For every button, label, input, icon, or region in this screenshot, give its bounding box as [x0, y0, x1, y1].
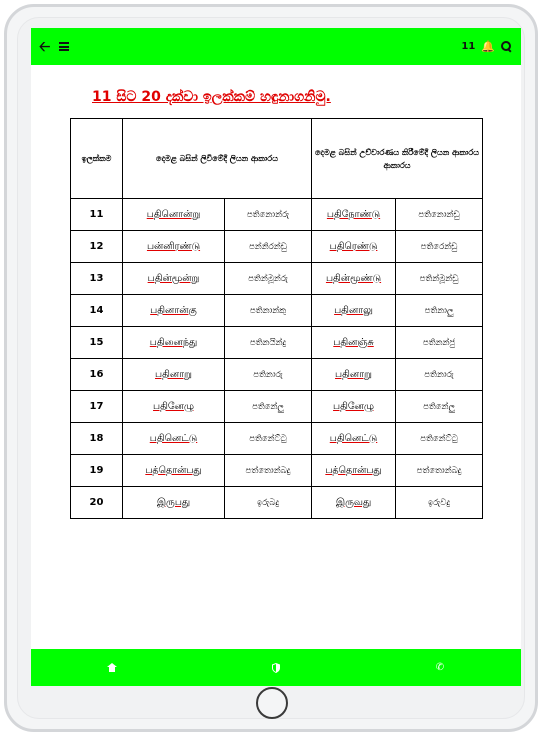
notification-count: 11 — [461, 41, 476, 52]
cell-number-text: 19 — [89, 465, 104, 476]
cell-sinhala-spoken-text: පතිනාලු — [424, 305, 454, 316]
cell-sinhala-written — [225, 199, 312, 231]
cell-sinhala-written — [225, 327, 312, 359]
cell-tamil-spoken-text: பதினெட்டு — [329, 432, 378, 444]
cell-sinhala-written-text: පතිනයින්දු — [249, 337, 287, 348]
arrow-left-icon[interactable]: 🡠 — [39, 38, 51, 55]
cell-sinhala-spoken — [396, 359, 483, 391]
cell-sinhala-written-text: පතිනේලු — [252, 401, 284, 412]
cell-sinhala-written-text: පතින්මූන්රු — [248, 273, 288, 284]
cell-sinhala-written-text: පතිනොන්රු — [246, 209, 290, 220]
cell-number-text: 16 — [89, 369, 104, 380]
cell-tamil-spoken — [312, 455, 396, 487]
cell-sinhala-written — [225, 423, 312, 455]
cell-number — [71, 487, 123, 519]
bell-icon[interactable]: 🔔 — [481, 40, 495, 53]
cell-sinhala-written-text: පතිනේට්ටු — [249, 433, 287, 444]
cell-sinhala-spoken — [396, 295, 483, 327]
cell-number — [71, 423, 123, 455]
cell-tamil-spoken-text: பதிநோண்டு — [326, 208, 381, 220]
table-row — [71, 295, 483, 327]
cell-sinhala-written — [225, 391, 312, 423]
cell-number-text: 11 — [89, 209, 104, 220]
cell-sinhala-written-text: පත්තොන්බදු — [245, 465, 291, 476]
cell-number — [71, 359, 123, 391]
header-number: ඉලක්කම — [71, 119, 123, 199]
cell-sinhala-written — [225, 263, 312, 295]
cell-tamil-written-text: பதினெட்டு — [149, 432, 198, 444]
cell-tamil-written-text: இருபது — [156, 496, 191, 508]
cell-number-text: 18 — [89, 433, 104, 444]
cell-tamil-spoken — [312, 391, 396, 423]
cell-tamil-written — [123, 391, 225, 423]
table-row — [71, 455, 483, 487]
cell-sinhala-written — [225, 231, 312, 263]
cell-tamil-spoken-text: இருவது — [335, 496, 372, 508]
phone-icon: ✆ — [435, 661, 445, 673]
cell-sinhala-written — [225, 487, 312, 519]
table-row — [71, 487, 483, 519]
table-row — [71, 423, 483, 455]
shield-icon — [272, 663, 280, 673]
cell-sinhala-spoken-text: පතිරෙන්ඩු — [420, 241, 458, 252]
table-row — [71, 327, 483, 359]
cell-tamil-written — [123, 199, 225, 231]
cell-sinhala-spoken-text: ඉරුවදු — [427, 497, 451, 508]
cell-tamil-written-text: பதினொன்று — [146, 208, 201, 220]
cell-tamil-spoken-text: பத்தொன்பது — [325, 464, 382, 476]
cell-sinhala-spoken-text: පතින්මූන්ඩු — [419, 273, 459, 284]
cell-sinhala-written-text: පන්නිරන්ඩු — [249, 241, 287, 252]
cell-sinhala-spoken — [396, 199, 483, 231]
cell-tamil-written — [123, 487, 225, 519]
cell-sinhala-spoken-text: පතිනන්ජු — [422, 337, 456, 348]
cell-tamil-spoken — [312, 359, 396, 391]
nav-shield-button[interactable] — [256, 649, 296, 686]
home-icon — [107, 663, 117, 672]
search-icon[interactable] — [501, 41, 512, 52]
cell-tamil-spoken — [312, 487, 396, 519]
cell-sinhala-spoken — [396, 487, 483, 519]
cell-sinhala-spoken — [396, 391, 483, 423]
app-screen — [31, 28, 521, 686]
cell-tamil-written — [123, 263, 225, 295]
top-app-bar — [31, 28, 521, 65]
cell-number — [71, 263, 123, 295]
cell-number-text: 12 — [89, 241, 104, 252]
cell-sinhala-written — [225, 455, 312, 487]
cell-tamil-spoken-text: பதினாலு — [334, 304, 373, 316]
cell-sinhala-spoken-text: පතිනේට්ටු — [420, 433, 458, 444]
cell-tamil-spoken-text: பதின்மூண்டு — [325, 272, 382, 284]
cell-sinhala-spoken — [396, 423, 483, 455]
cell-tamil-written-text: பதினான்கு — [150, 304, 197, 316]
cell-sinhala-spoken — [396, 327, 483, 359]
nav-phone-button[interactable] — [420, 649, 460, 686]
cell-tamil-written — [123, 231, 225, 263]
cell-sinhala-spoken-text: පතිනොන්ඩු — [418, 209, 460, 220]
cell-sinhala-written-text: ඉරුබදු — [256, 497, 280, 508]
cell-tamil-written-text: பதினைந்து — [149, 336, 198, 348]
header-written-form: දෙමළ බසින් ලිවීමේදී ලියන ආකාරය — [123, 119, 312, 199]
cell-number-text: 17 — [89, 401, 104, 412]
cell-tamil-spoken — [312, 199, 396, 231]
cell-tamil-written — [123, 295, 225, 327]
cell-sinhala-written-text: පතිනාරු — [253, 369, 283, 380]
cell-sinhala-spoken — [396, 263, 483, 295]
numbers-table — [70, 118, 483, 519]
cell-tamil-spoken-text: பதினேழு — [333, 400, 374, 412]
cell-number-text: 20 — [89, 497, 104, 508]
cell-sinhala-spoken — [396, 455, 483, 487]
nav-home-button[interactable] — [92, 649, 132, 686]
cell-tamil-written-text: பதினாறு — [155, 368, 192, 380]
cell-tamil-written — [123, 423, 225, 455]
cell-number-text: 14 — [89, 305, 104, 316]
cell-number — [71, 231, 123, 263]
cell-tamil-written-text: பதின்மூன்று — [147, 272, 200, 284]
cell-tamil-spoken — [312, 295, 396, 327]
cell-tamil-spoken — [312, 423, 396, 455]
cell-sinhala-written — [225, 359, 312, 391]
cell-number — [71, 199, 123, 231]
cell-tamil-written — [123, 359, 225, 391]
cell-number — [71, 455, 123, 487]
cell-tamil-written-text: பதினேழு — [153, 400, 194, 412]
cell-number-text: 15 — [89, 337, 104, 348]
table-row — [71, 359, 483, 391]
main-content — [31, 65, 521, 649]
device-home-button[interactable] — [256, 687, 288, 719]
table-row — [71, 199, 483, 231]
cell-sinhala-spoken-text: පත්තොන්බදු — [416, 465, 462, 476]
cell-number-text: 13 — [89, 273, 104, 284]
table-header-row — [71, 119, 483, 199]
bottom-nav-bar — [31, 649, 521, 686]
cell-tamil-written-text: பத்தொன்பது — [145, 464, 202, 476]
cell-tamil-written-text: பன்னிரண்டு — [146, 240, 201, 252]
cell-number — [71, 327, 123, 359]
table-row — [71, 231, 483, 263]
cell-tamil-spoken — [312, 327, 396, 359]
table-row — [71, 391, 483, 423]
cell-sinhala-spoken-text: පතිනාරු — [424, 369, 454, 380]
cell-number — [71, 295, 123, 327]
cell-tamil-written — [123, 327, 225, 359]
page-title: 11 සිට 20 දක්වා ඉලක්කම් හඳුනාගනිමු. — [92, 89, 331, 105]
hamburger-menu-icon[interactable] — [59, 42, 69, 51]
header-spoken-form: දෙමළ බසින් උච්චාරණය කිරීමේදී ලියන ආකාරය ආකාරය — [312, 119, 483, 199]
cell-tamil-spoken — [312, 263, 396, 295]
cell-sinhala-written-text: පතිනාන්කු — [249, 305, 287, 316]
cell-tamil-spoken — [312, 231, 396, 263]
cell-number — [71, 391, 123, 423]
cell-tamil-written — [123, 455, 225, 487]
cell-tamil-spoken-text: பதினஞ்சு — [333, 336, 374, 348]
cell-tamil-spoken-text: பதிரெண்டு — [329, 240, 378, 252]
table-row — [71, 263, 483, 295]
cell-tamil-spoken-text: பதினாறு — [335, 368, 372, 380]
cell-sinhala-spoken — [396, 231, 483, 263]
cell-sinhala-written — [225, 295, 312, 327]
cell-sinhala-spoken-text: පතිනේලු — [423, 401, 455, 412]
